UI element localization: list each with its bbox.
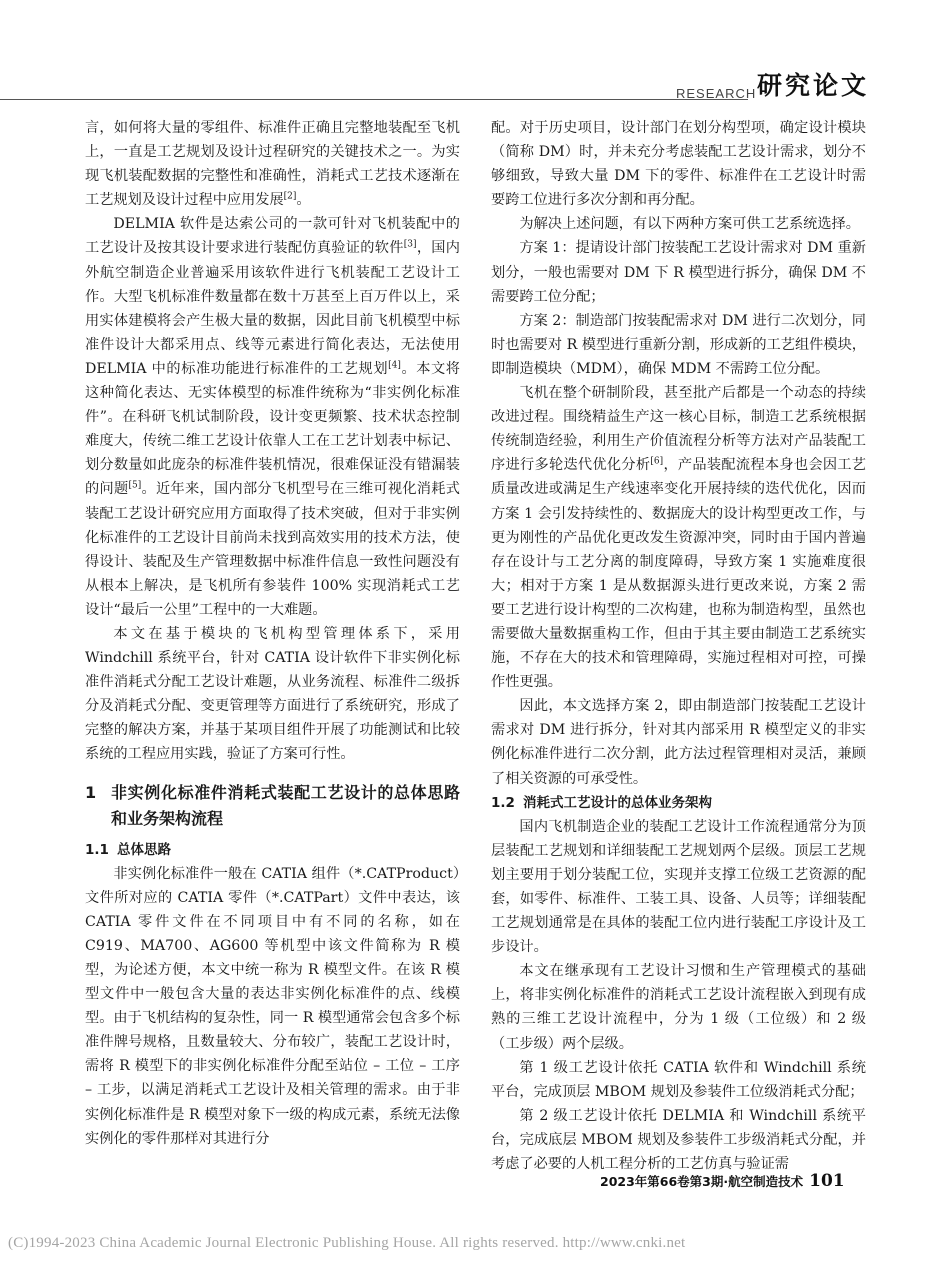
citation-ref[interactable]: [5] — [128, 480, 142, 491]
paragraph: 国内飞机制造企业的装配工艺设计工作流程通常分为顶层装配工艺规划和详细装配工艺规划两个层级。顶层工艺规划主要用于划分装配工位，实现并支撑工位级工艺资源的配套，如零件、标准件、工装工具、设备、人员等；详细装配工艺规划通常是在具体的装配工位内进行装配工序设计及工步设计。 — [491, 818, 866, 956]
paragraph: 言，如何将大量的零组件、标准件正确且完整地装配至飞机上，一直是工艺规划及设计过程研究的关键技术之一。为实现飞机装配数据的完整性和准确性，消耗式工艺技术逐渐在工艺规划及设计过程中应用发展[2]。 — [85, 120, 460, 209]
citation-ref[interactable]: [2] — [283, 191, 297, 202]
page-number: 101 — [809, 1171, 845, 1191]
citation-ref[interactable]: [3] — [403, 239, 417, 250]
citation-ref[interactable]: [4] — [388, 360, 401, 371]
paragraph: 本文在基于模块的飞机构型管理体系下，采用 Windchill 系统平台，针对 CATIA 设计软件下非实例化标准件消耗式分配工艺设计难题，从业务流程、标准件二级拆分及消耗式分配、变更管理等方面进行了系统研究，形成了完整的解决方案，并基于某项目组件开展了功能测试和比较系统的工程应用实践，验证了方案可行性。 — [85, 625, 460, 763]
paragraph: 第 1 级工艺设计依托 CATIA 软件和 Windchill 系统平台，完成顶层 MBOM 规划及参装件工位级消耗式分配； — [491, 1059, 866, 1100]
paragraph: 第 2 级工艺设计依托 DELMIA 和 Windchill 系统平台，完成底层 MBOM 规划及参装件工步级消耗式分配，并考虑了必要的人机工程分析的工艺仿真与验证需 — [491, 1107, 866, 1173]
journal-info: 2023年第66卷第3期·航空制造技术 — [600, 1174, 804, 1189]
copyright-watermark: (C)1994-2023 China Academic Journal Electronic Publishing House. All rights reserved. http://www.cnki.net — [8, 1235, 686, 1251]
paragraph: 方案 1：提请设计部门按装配工艺设计需求对 DM 重新划分，一般也需要对 DM 下 R 模型进行拆分，确保 DM 不需要跨工位分配； — [491, 240, 866, 305]
subsection-heading-1-1: 1.1 总体思路 — [85, 841, 171, 858]
right-column — [491, 116, 866, 1176]
header-section-en: RESEARCH — [676, 86, 757, 101]
subsection-heading-1-2: 1.2 消耗式工艺设计的总体业务架构 — [491, 794, 712, 811]
paragraph: 因此，本文选择方案 2，即由制造部门按装配工艺设计需求对 DM 进行拆分，针对其内部采用 R 模型定义的非实例化标准件进行二次分割，此方法过程管理相对灵活，兼顾了相关资源的可承受性。 — [491, 698, 866, 787]
section-heading-1: 1 非实例化标准件消耗式装配工艺设计的总体思路和业务架构流程 — [85, 782, 460, 828]
paragraph: 方案 2：制造部门按装配需求对 DM 进行二次划分，同时也需要对 R 模型进行重新分割，形成新的工艺组件模块，即制造模块（MDM），确保 MDM 不需跨工位分配。 — [491, 312, 866, 377]
paragraph: 本文在继承现有工艺设计习惯和生产管理模式的基础上，将非实例化标准件的消耗式工艺设计流程嵌入到现有成熟的三维工艺设计流程中，分为 1 级（工位级）和 2 级（工步级）两个层级。 — [491, 963, 866, 1052]
header-rule — [0, 99, 748, 100]
citation-ref[interactable]: [6] — [650, 456, 664, 467]
paragraph: DELMIA 软件是达索公司的一款可针对飞机装配中的工艺设计及按其设计要求进行装配仿真验证的软件[3]，国内外航空制造企业普遍采用该软件进行飞机装配工艺设计工作。大型飞机标准件数量都在数十万甚至上百万件以上，采用实体建模将会产生极大量的数据，因此目前飞机模型中标准件设计大都采用点、线等元素进行简化表达，无法使用 DELMIA 中的标准功能进行标准件的工艺规划[4]。本文将这种简化表达、无实体模型的标准件统称为“非实例化标准件”。在科研飞机试制阶段，设计变更频繁、技术状态控制难度大，传统二维工艺设计依靠人工在工艺计划表中标记、划分数量如此庞杂的标准件装机情况，很难保证没有错漏装的问题[5]。近年来，国内部分飞机型号在三维可视化消耗式装配工艺设计研究应用方面取得了技术突破，但对于非实例化标准件的工艺设计目前尚未找到高效实用的技术方法，使得设计、装配及生产管理数据中标准件信息一致性问题没有从根本上解决，是飞机所有参装件 100% 实现消耗式工艺设计“最后一公里”工程中的一大难题。 — [85, 216, 460, 618]
paragraph: 非实例化标准件一般在 CATIA 组件（*.CATProduct）文件所对应的 CATIA 零件（*.CATPart）文件中表达，该 CATIA 零件文件在不同项目中有不同的名称，如在 C919、MA700、AG600 等机型中该文件简称为 R 模型，为论述方便，本文中统一称为 R 模型文件。在该 R 模型文件中一般包含大量的表达非实例化标准件的点、线模型。由于飞机结构的复杂性，同一 R 模型通常会包含多个标准件牌号规格，且数量较大、分布较广，装配工艺设计时，需将 R 模型下的非实例化标准件分配至站位 – 工位 – 工序 – 工步，以满足消耗式工艺设计及相关管理的需求。由于非实例化标准件是 R 模型对象下一级的构成元素，系统无法像实例化的零件那样对其进行分 — [85, 865, 460, 1147]
paragraph: 飞机在整个研制阶段，甚至批产后都是一个动态的持续改进过程。围绕精益生产这一核心目标，制造工艺系统根据传统制造经验，利用生产价值流程分析等方法对产品装配工序进行多轮迭代优化分析[6]，产品装配流程本身也会因工艺质量改进或满足生产线速率变化开展持续的迭代优化，因而方案 1 会引发持续性的、数据庞大的设计构型更改工作，与更为刚性的产品优化更改发生资源冲突，同时由于国内普遍存在设计与工艺分离的制度障碍，导致方案 1 实施难度很大；相对于方案 1 是从数据源头进行更改来说，方案 2 需要工艺进行设计构型的二次构建，也称为制造构型，虽然也需要做大量数据重构工作，但由于其主要由制造工艺系统实施，不存在大的技术和管理障碍，实施过程相对可控，可操作性更强。 — [491, 385, 866, 691]
header-section-cn: 研究论文 — [757, 71, 870, 100]
paragraph: 配。对于历史项目，设计部门在划分构型项，确定设计模块（简称 DM）时，并未充分考虑装配工艺设计需求，划分不够细致，导致大量 DM 下的零件、标准件在工艺设计时需要跨工位进行多次分割和再分配。 — [491, 120, 866, 209]
left-column — [85, 116, 460, 1151]
paragraph: 为解决上述问题，有以下两种方案可供工艺系统选择。 — [519, 216, 860, 233]
page-footer — [600, 1171, 845, 1191]
